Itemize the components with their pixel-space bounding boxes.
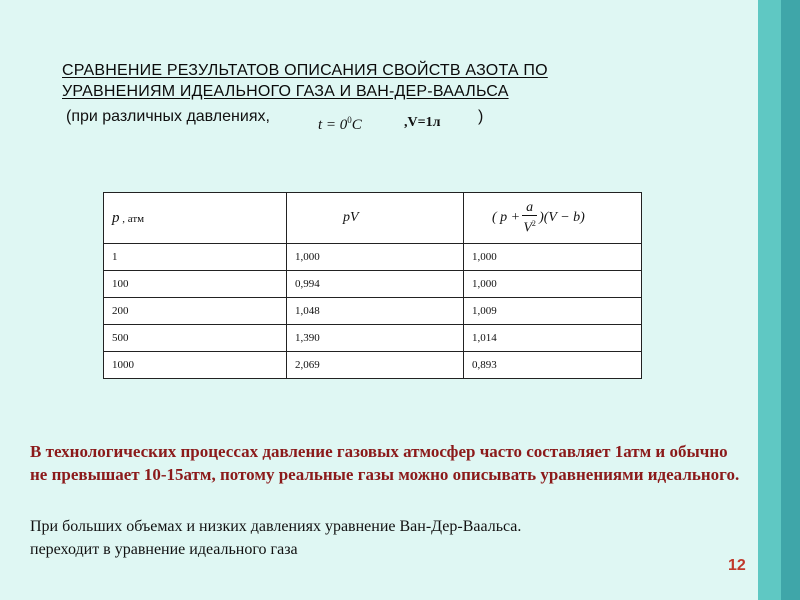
volume-formula: ,V=1л: [404, 115, 441, 130]
cell-pressure: 500: [104, 325, 287, 352]
temperature-unit: C: [351, 117, 362, 133]
table-header-row: [104, 193, 642, 244]
table-row: [104, 325, 642, 352]
vdw-numerator: a: [522, 200, 537, 216]
cell-pv: 1,390: [287, 325, 464, 352]
cell-vdw: 1,000: [464, 244, 642, 271]
cell-pressure: 100: [104, 271, 287, 298]
table-row: [104, 271, 642, 298]
normal-line-1: При больших объемах и низких давлениях уравнение Ван-Дер-Ваальса.: [30, 518, 522, 535]
header-pressure: [104, 193, 287, 244]
vdw-left: ( p +: [492, 210, 521, 225]
title-line-2: УРАВНЕНИЯМ ИДЕАЛЬНОГО ГАЗА И ВАН-ДЕР-ВААЛЬСА: [62, 83, 509, 100]
cell-pressure: 1000: [104, 352, 287, 379]
decorative-side-bar-dark: [781, 0, 800, 600]
table-row: [104, 244, 642, 271]
comparison-table: [103, 192, 642, 379]
pv-formula: pV: [343, 210, 359, 225]
temperature-lhs: t = 0: [318, 117, 348, 133]
title-line-1: СРАВНЕНИЕ РЕЗУЛЬТАТОВ ОПИСАНИЯ СВОЙСТВ АЗОТА ПО: [62, 62, 548, 79]
cell-pv: 2,069: [287, 352, 464, 379]
subtitle-close-paren: ): [478, 108, 484, 125]
table-row: [104, 352, 642, 379]
conclusion-normal-paragraph: [30, 515, 745, 561]
vdw-right: )(V − b): [539, 210, 585, 225]
conclusion-bold-paragraph: В технологических процессах давление газовых атмосфер часто составляет 1атм и обычно не превышает 10-15атм, потому реальные газы можно описывать уравнениями идеального.: [30, 442, 740, 484]
cell-pressure: 1: [104, 244, 287, 271]
normal-line-2: переходит в уравнение идеального газа: [30, 541, 298, 558]
page-number: 12: [728, 557, 746, 574]
decorative-side-bar-light: [758, 0, 781, 600]
temperature-degree: 0: [347, 115, 352, 125]
cell-vdw: 1,014: [464, 325, 642, 352]
cell-pv: 1,048: [287, 298, 464, 325]
vdw-fraction: [522, 200, 537, 236]
cell-vdw: 0,893: [464, 352, 642, 379]
cell-pv: 0,994: [287, 271, 464, 298]
temperature-formula: [318, 115, 362, 134]
cell-pressure: 200: [104, 298, 287, 325]
slide-title: [62, 60, 548, 102]
vdw-denominator: $V^2$: [523, 219, 536, 236]
pressure-unit: , атм: [119, 212, 145, 225]
van-der-waals-formula: [492, 200, 585, 236]
table-row: [104, 298, 642, 325]
pressure-symbol: p: [112, 209, 120, 226]
cell-pv: 1,000: [287, 244, 464, 271]
cell-vdw: 1,000: [464, 271, 642, 298]
subtitle: (при различных давлениях,: [66, 108, 270, 125]
header-pv: [287, 193, 464, 244]
cell-vdw: 1,009: [464, 298, 642, 325]
header-van-der-waals: [464, 193, 642, 244]
